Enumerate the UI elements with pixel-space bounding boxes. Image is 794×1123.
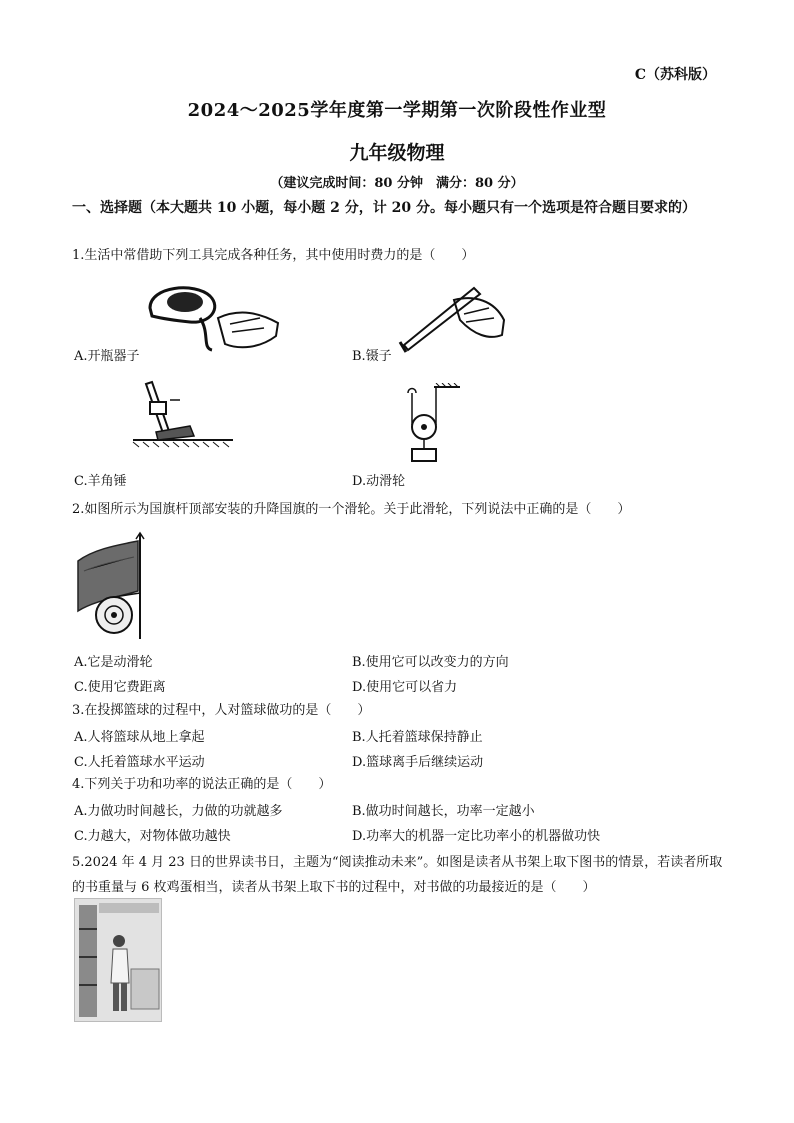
q3-option-c: C.人托着篮球水平运动 bbox=[74, 755, 205, 770]
q3-option-a: A.人将篮球从地上拿起 bbox=[74, 730, 205, 745]
q4-option-b: B.做功时间越长，功率一定越小 bbox=[352, 804, 535, 819]
q2-option-b: B.使用它可以改变力的方向 bbox=[352, 655, 509, 670]
edition-label: C（苏科版） bbox=[634, 67, 716, 83]
q2-option-a: A.它是动滑轮 bbox=[74, 655, 153, 670]
claw-hammer-figure bbox=[128, 380, 238, 448]
q3-option-b: B.人托着篮球保持静止 bbox=[352, 730, 483, 745]
exam-title: 2024～2025学年度第一学期第一次阶段性作业型 bbox=[187, 100, 607, 121]
exam-note: （建议完成时间：80 分钟 满分：80 分） bbox=[270, 176, 524, 191]
question-3-stem: 3.在投掷篮球的过程中，人对篮球做功的是（ ） bbox=[72, 703, 371, 718]
exam-subtitle: 九年级物理 bbox=[349, 142, 445, 164]
q4-option-a: A.力做功时间越长，力做的功就越多 bbox=[74, 804, 283, 819]
movable-pulley-figure bbox=[404, 383, 464, 463]
q4-option-c: C.力越大，对物体做功越快 bbox=[74, 829, 231, 844]
question-2-stem: 2.如图所示为国旗杆顶部安装的升降国旗的一个滑轮。关于此滑轮，下列说法中正确的是（ ） bbox=[72, 502, 631, 517]
q3-option-d: D.篮球离手后继续运动 bbox=[352, 755, 484, 770]
question-5-stem: 5.2024 年 4 月 23 日的世界读书日，主题为“阅读推动未来”。如图是读者从书架上取下图书的情景，若读者所取的书重量与 6 枚鸡蛋相当，读者从书架上取下书的过程中，对书做的功最接近的是（ ） bbox=[72, 855, 723, 895]
q2-option-c: C.使用它费距离 bbox=[74, 680, 166, 695]
reader-bookshelf-photo bbox=[74, 898, 162, 1022]
q1-option-a: A.开瓶器子 bbox=[74, 349, 140, 364]
flag-pulley-figure bbox=[74, 531, 146, 641]
q1-option-b: B.镊子 bbox=[352, 349, 392, 364]
section-heading: 一、选择题（本大题共 10 小题，每小题 2 分，计 20 分。每小题只有一个选项是符合题目要求的） bbox=[72, 200, 696, 216]
q2-option-d: D.使用它可以省力 bbox=[352, 680, 458, 695]
question-4-stem: 4.下列关于功和功率的说法正确的是（ ） bbox=[72, 777, 332, 792]
question-1-stem: 1.生活中常借助下列工具完成各种任务，其中使用时费力的是（ ） bbox=[72, 248, 475, 263]
q1-option-d: D.动滑轮 bbox=[352, 474, 406, 489]
tweezers-figure bbox=[394, 280, 509, 360]
q1-option-c: C.羊角锤 bbox=[74, 474, 127, 489]
bottle-opener-figure bbox=[140, 278, 285, 356]
q4-option-d: D.功率大的机器一定比功率小的机器做功快 bbox=[352, 829, 601, 844]
